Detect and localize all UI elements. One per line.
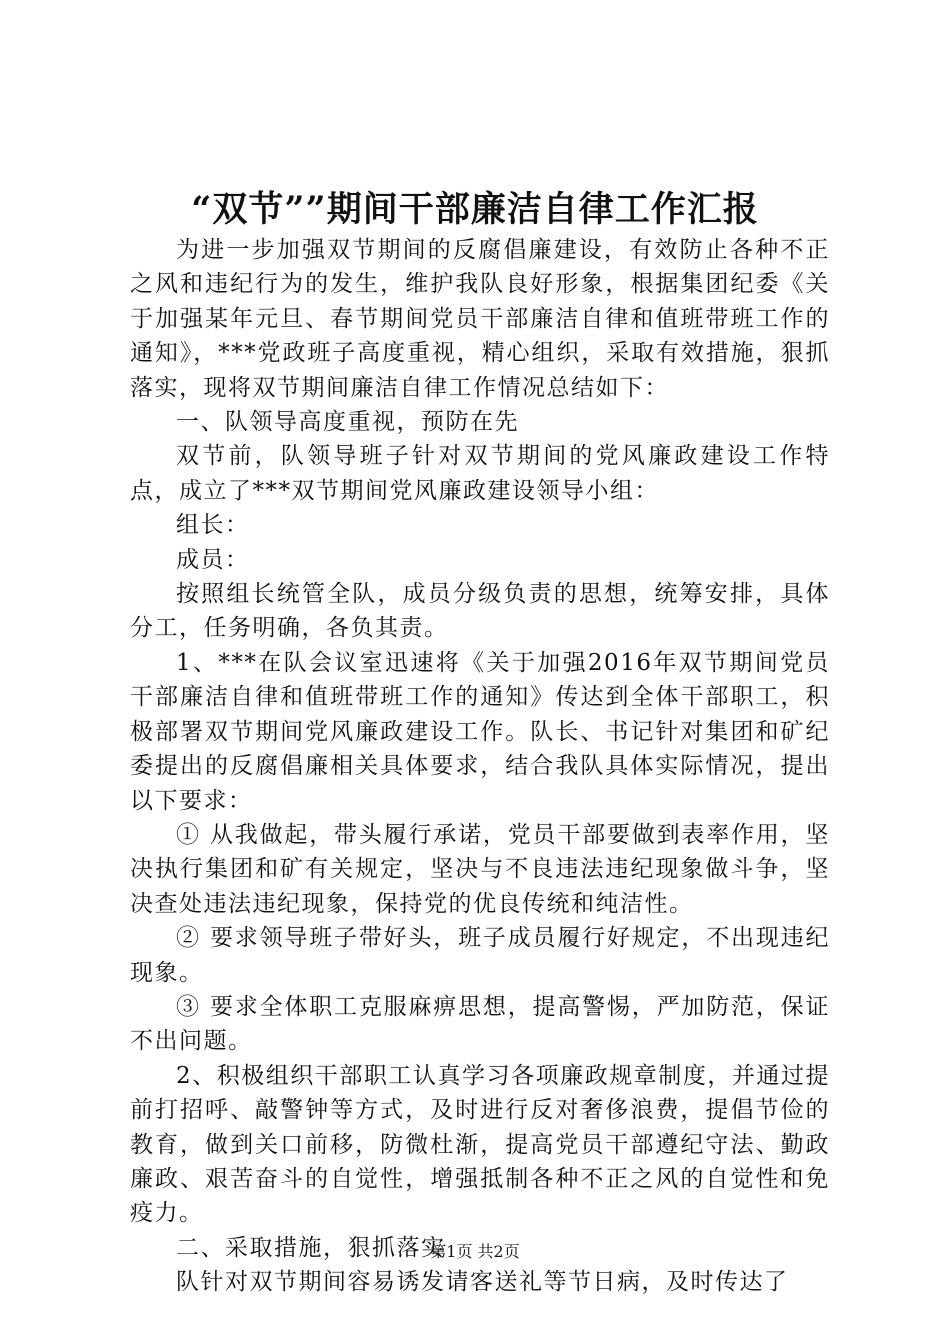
paragraph-requirement-1: ① 从我做起，带头履行承诺，党员干部要做到表率作用，坚决执行集团和矿有关规定，坚决与不良违法违纪现象做斗争，坚决查处违法违纪现象，保持党的优良传统和纯洁性。 (130, 821, 830, 917)
section-heading-2: 二、采取措施，狠抓落实 (176, 1234, 446, 1261)
paragraph-requirement-3: ③ 要求全体职工克服麻痹思想，提高警惕，严加防范，保证不出问题。 (130, 993, 830, 1055)
paragraph: 双节前，队领导班子针对双节期间的党风廉政建设工作特点，成立了***双节期间党风廉政建设领导小组： (130, 443, 830, 504)
paragraph-item-2: 2、积极组织干部职工认真学习各项廉政规章制度，并通过提前打招呼、敲警钟等方式，及时进行反对奢侈浪费，提倡节俭的教育，做到关口前移，防微杜渐，提高党员干部遵纪守法、勤政廉政、艰苦奋斗的自觉性，增强抵制各种不正之风的自觉性和免疫力。 (130, 1062, 830, 1227)
paragraph-intro: 为进一步加强双节期间的反腐倡廉建设，有效防止各种不正之风和违纪行为的发生，维护我队良好形象，根据集团纪委《关于加强某年元旦、春节期间党员干部廉洁自律和值班带班工作的通知》，***党政班子高度重视，精心组织，采取有效措施，狠抓落实，现将双节期间廉洁自律工作情况总结如下： (130, 237, 830, 401)
paragraph-requirement-2: ② 要求领导班子带好头，班子成员履行好规定，不出现违纪现象。 (130, 925, 830, 986)
document-body (130, 233, 830, 1300)
paragraph: 队针对双节期间容易诱发请客送礼等节日病，及时传达了 (176, 1269, 789, 1296)
paragraph-item-1: 1、***在队会议室迅速将《关于加强2016年双节期间党员干部廉洁自律和值班带班工作的通知》传达到全体干部职工，积极部署双节期间党风廉政建设工作。队长、书记针对集团和矿纪委提出的反腐倡廉相关具体要求，结合我队具体实际情况，提出以下要求： (130, 649, 830, 814)
paragraph-members: 成员： (176, 546, 250, 573)
document-title: “双节””期间干部廉洁自律工作汇报 (191, 189, 759, 230)
section-heading-1: 一、队领导高度重视，预防在先 (176, 409, 519, 436)
paragraph: 按照组长统管全队，成员分级负责的思想，统筹安排，具体分工，任务明确，各负其责。 (130, 581, 830, 642)
page-footer: 第1页 共2页 (430, 1242, 520, 1261)
paragraph-leader: 组长： (176, 512, 250, 539)
